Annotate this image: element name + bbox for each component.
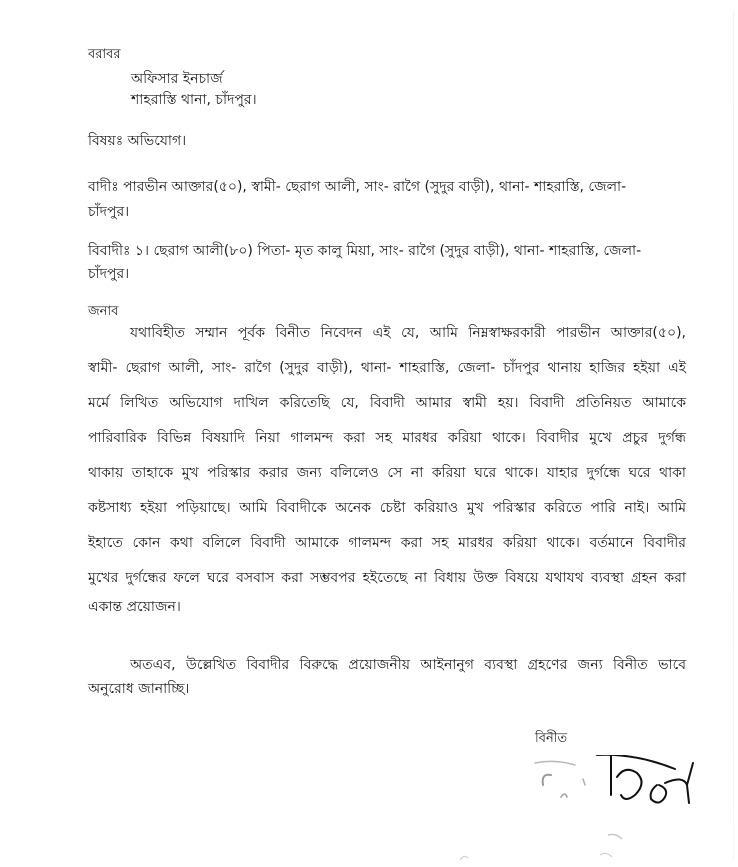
- body-line: মুখের দুর্গন্ধের ফলে ঘরে বসবাস করা সম্ভবপর হইতেছে না বিধায় উক্ত বিষয়ে যথাযথ ব্যবস্থা গ্রহন করা: [88, 570, 686, 586]
- salutation-to: বরাবর: [88, 47, 121, 62]
- paper-edge: [733, 10, 734, 860]
- signature: [525, 755, 715, 825]
- recipient-title: অফিসার ইনচার্জ: [131, 71, 223, 87]
- defendant-line-1: বিবাদীঃ ১। ছেরাগ আলী(৮০) পিতা- মৃত কালু মিয়া, সাং- রাগৈ (সুদুর বাড়ী), থানা- শাহরাস্তি, জেলা-: [88, 243, 642, 259]
- body-line: থাকায় তাহাকে মুখ পরিস্কার করার জন্য বলিলেও সে না করিয়া ঘরে থাকে। যাহার দুর্গন্ধে ঘরে থাকা: [88, 465, 686, 481]
- greeting: জনাব: [88, 304, 119, 319]
- valediction: বিনীত: [535, 731, 568, 746]
- closing-line: অতএব, উল্লেখিত বিবাদীর বিরুদ্ধে প্রয়োজনীয় আইনানুগ ব্যবস্থা গ্রহণের জন্য বিনীত ভাবে: [130, 657, 686, 673]
- body-line: কষ্টসাধ্য হইয়া পড়িয়াছে। আমি বিবাদীকে অনেক চেষ্টা করিয়াও মুখ পরিস্কার করিতে পারি নাই। আমি: [88, 500, 686, 516]
- body-line: একান্ত প্রয়োজন।: [88, 599, 181, 615]
- body-line: যথাবিহীত সম্মান পূর্বক বিনীত নিবেদন এই যে, আমি নিম্নস্বাক্ষরকারী পারভীন আক্তার(৫০),: [130, 325, 686, 341]
- defendant-line-2: চাঁদপুর।: [88, 266, 130, 282]
- body-line: পারিবারিক বিভিন্ন বিষয়াদি নিয়া গালমন্দ করা সহ মারধর করিয়া থাকে। বিবাদীর মুখে প্রচুর দুর্গন্ধ: [88, 430, 686, 446]
- plaintiff-line-2: চাঁদপুর।: [88, 204, 130, 220]
- recipient-address: শাহরাস্তি থানা, চাঁদপুর।: [131, 92, 257, 108]
- body-line: স্বামী- ছেরাগ আলী, সাং- রাগৈ (সুদুর বাড়ী), থানা- শাহরাস্তি, জেলা- চাঁদপুর থানায় হাজির হইয়া এই: [88, 360, 686, 376]
- body-line: মর্মে লিখিত অভিযোগ দাখিল করিতেছি যে, বিবাদী আমার স্বামী হয়। বিবাদী প্রতিনিয়ত আমাকে: [88, 395, 686, 411]
- scan-smudge: [440, 830, 640, 867]
- plaintiff-line-1: বাদীঃ পারভীন আক্তার(৫০), স্বামী- ছেরাগ আলী, সাং- রাগৈ (সুদুর বাড়ী), থানা- শাহরাস্তি, জেলা-: [88, 179, 627, 195]
- subject-line: বিষয়ঃ অভিযোগ।: [88, 133, 187, 149]
- body-line: ইহাতে কোন কথা বলিলে বিবাদী আমাকে গালমন্দ করা সহ মারধর করিয়া থাকে। বর্তমানে বিবাদীর: [88, 535, 686, 551]
- closing-line: অনুরোধ জানাচ্ছি।: [88, 681, 190, 697]
